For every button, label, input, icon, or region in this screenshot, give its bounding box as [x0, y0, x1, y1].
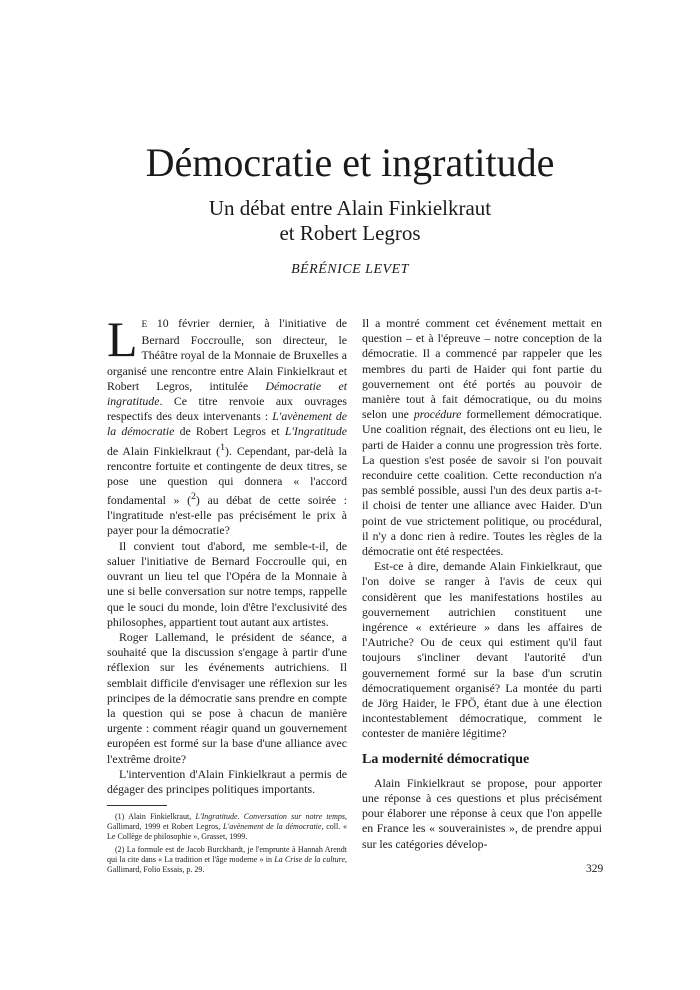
drop-cap: L [107, 311, 138, 367]
section-heading: La modernité démocratique [362, 751, 530, 767]
footnote: (1) Alain Finkielkraut, L'Ingratitude. Conversation sur notre temps, Gallimard, 1999 et Robert Legros, L'avènement de la démocratie, coll. « Le Collège de philosophie », Grasset, 1999. [107, 812, 348, 842]
paragraph: Il a montré comment cet événement mettait en question – et à l'épreuve – notre conception de la démocratie. Il a commencé par rappeler que les membres du parti de Haider qui font partie du gouvernement ont été portés au pouvoir de manière tout à fait démocratique, ou du moins selon une procédure formellement démocratique. Une coalition régnait, des élections ont eu lieu, le parti de Haider a connu une progression très forte. La question s'est posée de savoir si l'on pouvait reconduire cette coalition. Cette reconduction n'a pas semblé possible, aussi l'un des deux partis a-t-il choisi de tenter une alliance avec Haider. D'un point de vue strictement politique, ou procédural, il n'y a donc rien à redire. Toutes les règles de la démocratie ont été respectées. [362, 316, 602, 559]
footnote: (2) La formule est de Jacob Burckhardt, je l'emprunte à Hannah Arendt qui la cite dans « La tradition et l'âge moderne » in La Crise de la culture, Gallimard, Folio Essais, p. 29. [107, 845, 348, 875]
paragraph: L E 10 février dernier, à l'initiative de Bernard Foccroulle, son directeur, le Théâtre royal de la Monnaie de Bruxelles a organisé une rencontre entre Alain Finkielkraut et Robert Legros, intitulée Démocratie et ingratitude. Ce titre renvoie aux ouvrages respectifs des deux intervenants : L'avènement de la démocratie de Robert Legros et L'Ingratitude de Alain Finkielkraut ($^1$). Cependant, par-delà la rencontre fortuite et contingente de deux titres, se pose une question qui donnera « l'accord fondamental » ($^2$) au débat de cette soirée : l'ingratitude n'est-elle pas précisément le prix à payer pour la démocratie? [107, 311, 348, 538]
paragraph: Est-ce à dire, demande Alain Finkielkraut, que l'on doive se ranger à l'avis de ceux qui considèrent que les manifestations hostiles au gouvernement autrichien constituent une ingérence « extérieure » dans les affaires de l'Autriche? Ou de ceux qui estiment qu'il faut toujours s'incliner devant l'autorité d'un gouvernement formé sur la base d'un scrutin démocratiquement organisé? La montée du parti de Jörg Haider, le FPÖ, étant due à une élection incontestablement démocratique, comment le contester de manière légitime? [362, 559, 602, 741]
paragraph: Alain Finkielkraut se propose, pour apporter une réponse à ces questions et plus précisément pour élaborer une réponse à ceux que l'on appelle en France les « souverainistes », de prendre appui sur les catégories dévelop- [362, 775, 602, 851]
left-column [107, 311, 348, 878]
footnote-divider [107, 805, 167, 806]
author-name: BÉRÉNICE LEVET [291, 262, 409, 277]
paragraph: Roger Lallemand, le président de séance, a souhaité que la discussion s'engage à partir d'une réflexion sur les événements autrichiens. Il semblait difficile d'envisager une réflexion sur les principes de la démocratie sans prendre en compte la question qui se pose à chacun de manière urgente : comment réagir quand un gouvernement européen est formé sur la base d'une alliance avec l'extrême droite? [107, 629, 347, 766]
footnote-ref[interactable]: 2 [191, 491, 196, 503]
right-column [362, 316, 602, 852]
paragraph: Il convient tout d'abord, me semble-t-il, de saluer l'initiative de Bernard Foccroulle qui, en ouvrant un lieu tel que l'Opéra de la Monnaie à une si belle conversation sur notre temps, rappelle que le souci du monde, loin d'être l'exclusivité des philosophes, appartient tout autant aux artistes. [107, 538, 347, 629]
footnote-ref[interactable]: 1 [220, 441, 226, 453]
page-number: 329 [586, 863, 604, 875]
paragraph: L'intervention d'Alain Finkielkraut a permis de dégager des principes politiques importants. [107, 766, 347, 796]
article-title: Démocratie et ingratitude [145, 140, 555, 185]
subtitle-line-2: et Robert Legros [279, 221, 421, 245]
subtitle-line-1: Un débat entre Alain Finkielkraut [208, 196, 492, 220]
article-subtitle [0, 196, 700, 246]
